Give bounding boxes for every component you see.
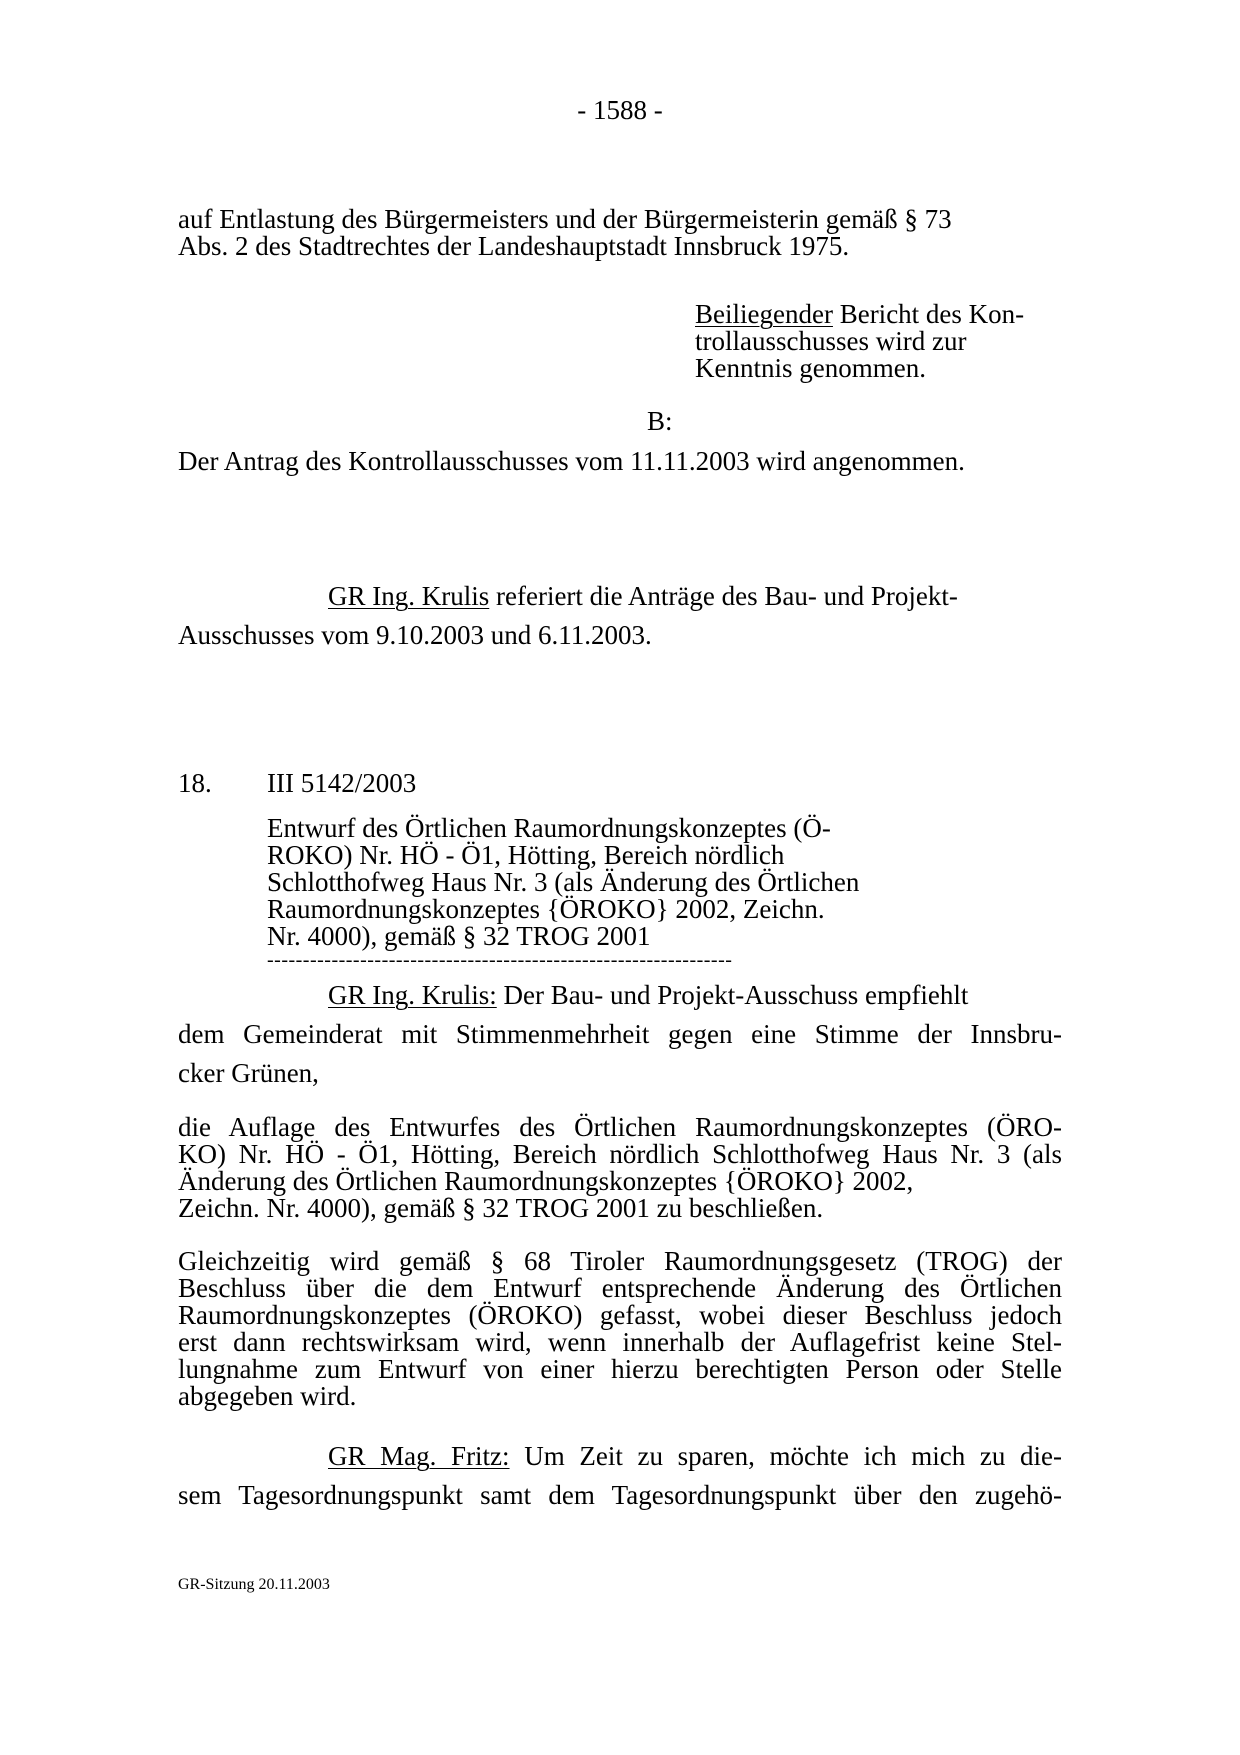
text-line: KO) Nr. HÖ - Ö1, Hötting, Bereich nördlich Schlotthofweg Haus Nr. 3 (als (178, 1139, 1062, 1169)
separator-line: ----------------------------------------------------------------- (267, 950, 733, 970)
speaker-name: GR Ing. Krulis (328, 581, 490, 611)
section-label: B: (647, 406, 673, 436)
underlined-word: Beiliegender (695, 299, 833, 329)
resolution-line: trollausschusses wird zur (695, 326, 967, 356)
speaker-line: GR Mag. Fritz: Um Zeit zu sparen, möchte ich mich zu die- (328, 1441, 1062, 1471)
text-line: Ausschusses vom 9.10.2003 und 6.11.2003. (178, 620, 652, 650)
text-line: abgegeben wird. (178, 1381, 357, 1411)
text-line: die Auflage des Entwurfes des Örtlichen Raumordnungskonzeptes (ÖRO- (178, 1112, 1062, 1142)
text-line: Gleichzeitig wird gemäß § 68 Tiroler Raumordnungsgesetz (TROG) der (178, 1246, 1062, 1276)
text-line: Änderung des Örtlichen Raumordnungskonzeptes {ÖROKO} 2002, (178, 1166, 914, 1196)
speaker-line: GR Ing. Krulis: Der Bau- und Projekt-Ausschuss empfiehlt (328, 980, 969, 1010)
speaker-name: GR Mag. Fritz: (328, 1441, 510, 1471)
text-line: Abs. 2 des Stadtrechtes der Landeshauptstadt Innsbruck 1975. (178, 231, 850, 261)
text-line: erst dann rechtswirksam wird, wenn innerhalb der Auflagefrist keine Stel- (178, 1327, 1062, 1357)
resolution-line: Beiliegender Bericht des Kon- (695, 299, 1025, 329)
text-line: Der Antrag des Kontrollausschusses vom 11.11.2003 wird angenommen. (178, 446, 965, 476)
text-line: Raumordnungskonzeptes (ÖROKO) gefasst, wobei dieser Beschluss jedoch (178, 1300, 1062, 1330)
item-title-line: ROKO) Nr. HÖ - Ö1, Hötting, Bereich nördlich (267, 840, 785, 870)
item-title-line: Schlotthofweg Haus Nr. 3 (als Änderung des Örtlichen (267, 867, 860, 897)
item-title-line: Entwurf des Örtlichen Raumordnungskonzeptes (Ö- (267, 813, 831, 843)
item-title-line: Raumordnungskonzeptes {ÖROKO} 2002, Zeichn. (267, 894, 825, 924)
text-line: dem Gemeinderat mit Stimmenmehrheit gegen eine Stimme der Innsbru- (178, 1019, 1062, 1049)
text-line: Beschluss über die dem Entwurf entsprechende Änderung des Örtlichen (178, 1273, 1062, 1303)
item-number: 18. (178, 768, 212, 798)
page-number: - 1588 - (577, 95, 663, 125)
footer-text: GR-Sitzung 20.11.2003 (178, 1576, 330, 1593)
speaker-line: GR Ing. Krulis referiert die Anträge des Bau- und Projekt- (328, 581, 958, 611)
resolution-line: Kenntnis genommen. (695, 353, 926, 383)
text-line: lungnahme zum Entwurf von einer hierzu berechtigten Person oder Stelle (178, 1354, 1062, 1384)
text-line: cker Grünen, (178, 1058, 319, 1088)
text-line: Zeichn. Nr. 4000), gemäß § 32 TROG 2001 zu beschließen. (178, 1193, 824, 1223)
item-title-line: Nr. 4000), gemäß § 32 TROG 2001 (267, 921, 651, 951)
text-line: sem Tagesordnungspunkt samt dem Tagesordnungspunkt über den zugehö- (178, 1480, 1062, 1510)
item-reference: III 5142/2003 (267, 768, 417, 798)
text-line: auf Entlastung des Bürgermeisters und der Bürgermeisterin gemäß § 73 (178, 204, 952, 234)
speaker-name: GR Ing. Krulis: (328, 980, 497, 1010)
